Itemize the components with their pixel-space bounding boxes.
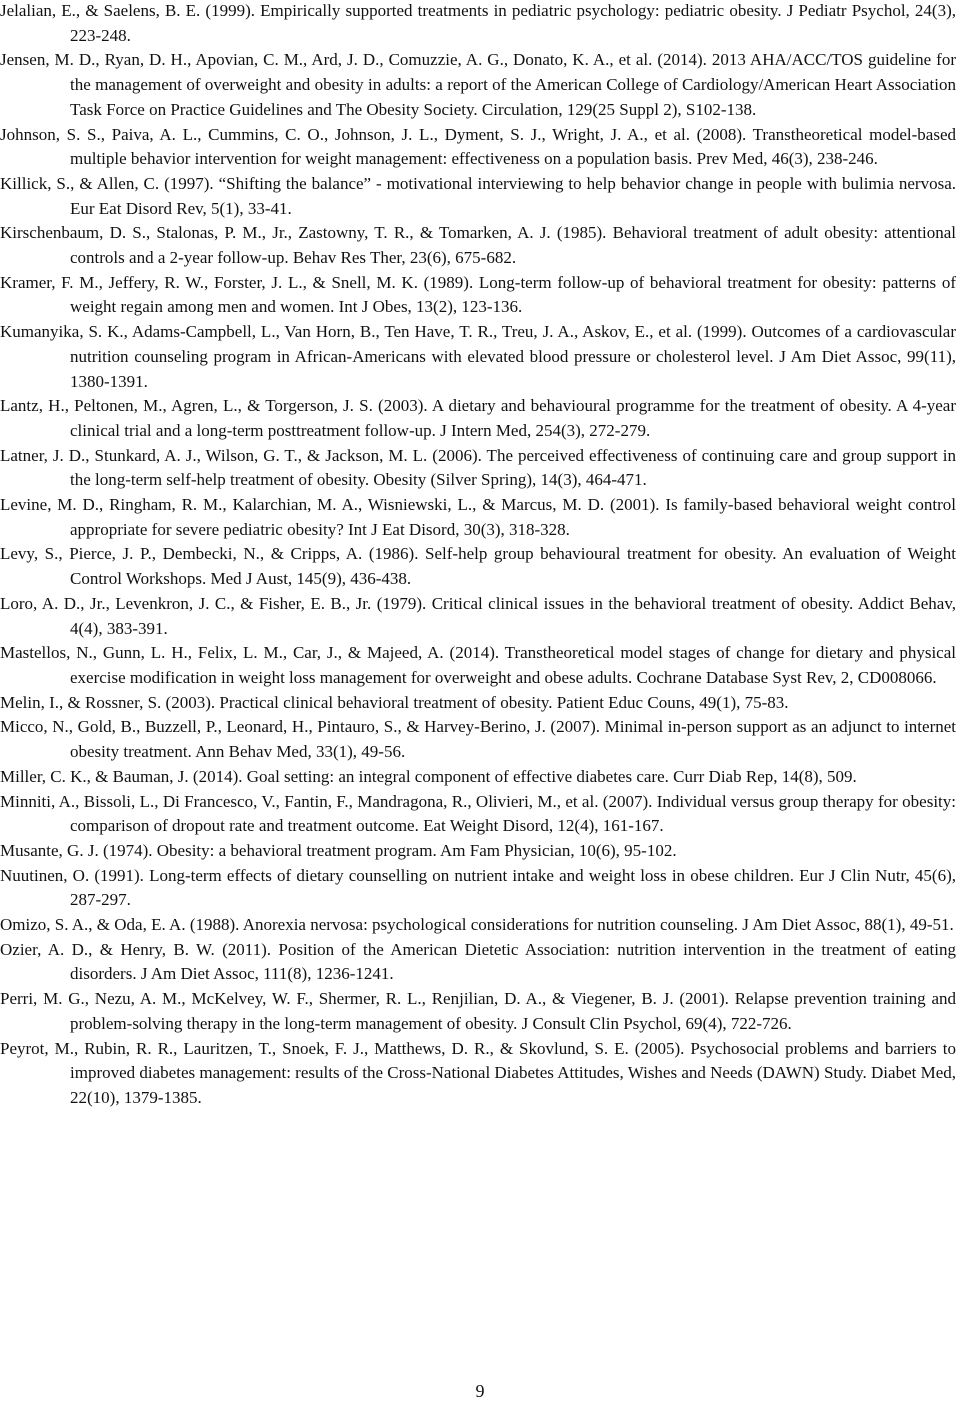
reference-entry: Perri, M. G., Nezu, A. M., McKelvey, W. F., Shermer, R. L., Renjilian, D. A., & Viegener, B. J. (2001). Relapse prevention training and problem-solving therapy in the long-term management of obesity. J Consult Clin Psychol, 69(4), 722-726. (0, 989, 956, 1033)
reference-entry: Miller, C. K., & Bauman, J. (2014). Goal setting: an integral component of effective diabetes care. Curr Diab Rep, 14(8), 509. (0, 766, 857, 786)
reference-entry: Johnson, S. S., Paiva, A. L., Cummins, C. O., Johnson, J. L., Dyment, S. J., Wright, J. A., et al. (2008). Transtheoretical model-based multiple behavior intervention for weight management: effectiveness on a population basis. Prev Med, 46(3), 238-246. (0, 124, 956, 169)
reference-entry: Kumanyika, S. K., Adams-Campbell, L., Van Horn, B., Ten Have, T. R., Treu, J. A., Askov, E., et al. (1999). Outcomes of a cardiovascular nutrition counseling program in African-Americans with elevated blood pressure or cholesterol level. J Am Diet Assoc, 99(11), 1380-1391. (0, 322, 956, 391)
reference-entry: Killick, S., & Allen, C. (1997). “Shifting the balance” - motivational interviewing to help behavior change in people with bulimia nervosa. Eur Eat Disord Rev, 5(1), 33-41. (0, 173, 956, 218)
reference-entry: Peyrot, M., Rubin, R. R., Lauritzen, T., Snoek, F. J., Matthews, D. R., & Skovlund, S. E. (2005). Psychosocial problems and barriers to improved diabetes management: results of the Cross-National Diabetes Attitudes, Wishes and Needs (DAWN) Study. Diabet Med, 22(10), 1379-1385. (0, 1038, 957, 1107)
reference-entry: Levine, M. D., Ringham, R. M., Kalarchian, M. A., Wisniewski, L., & Marcus, M. D. (2001). Is family-based behavioral weight control appropriate for severe pediatric obesity? Int J Eat Disord, 30(3), 318-328. (0, 495, 956, 539)
reference-entry: Omizo, S. A., & Oda, E. A. (1988). Anorexia nervosa: psychological considerations for nutrition counseling. J Am Diet Assoc, 88(1), 49-51. (0, 915, 954, 935)
reference-entry: Kramer, F. M., Jeffery, R. W., Forster, J. L., & Snell, M. K. (1989). Long-term follow-up of behavioral treatment for obesity: patterns of weight regain among men and women. Int J Obes, 13(2), 123-136. (0, 272, 956, 317)
reference-entry: Micco, N., Gold, B., Buzzell, P., Leonard, H., Pintauro, S., & Harvey-Berino, J. (2007). Minimal in-person support as an adjunct to internet obesity treatment. Ann Behav Med, 33(1), 49-56. (0, 717, 956, 762)
reference-entry: Nuutinen, O. (1991). Long-term effects of dietary counselling on nutrient intake and weight loss in obese children. Eur J Clin Nutr, 45(6), 287-297. (0, 865, 956, 910)
reference-entry: Melin, I., & Rossner, S. (2003). Practical clinical behavioral treatment of obesity. Patient Educ Couns, 49(1), 75-83. (0, 692, 789, 712)
reference-entry: Mastellos, N., Gunn, L. H., Felix, L. M., Car, J., & Majeed, A. (2014). Transtheoretical model stages of change for dietary and physical exercise modification in weight loss management for overweight and obese adults. Cochrane Database Syst Rev, 2, CD008066. (0, 643, 956, 687)
reference-entry: Minniti, A., Bissoli, L., Di Francesco, V., Fantin, F., Mandragona, R., Olivieri, M., et al. (2007). Individual versus group therapy for obesity: comparison of dropout rate and treatment outcome. Eat Weight Disord, 12(4), 161-167. (0, 791, 956, 836)
reference-entry: Musante, G. J. (1974). Obesity: a behavioral treatment program. Am Fam Physician, 10(6), 95-102. (0, 840, 677, 860)
reference-entry: Kirschenbaum, D. S., Stalonas, P. M., Jr., Zastowny, T. R., & Tomarken, A. J. (1985). Behavioral treatment of adult obesity: attentional controls and a 2-year follow-up. Behav Res Ther, 23(6), 675-682. (0, 223, 956, 268)
reference-entry: Jensen, M. D., Ryan, D. H., Apovian, C. M., Ard, J. D., Comuzzie, A. G., Donato, K. A., et al. (2014). 2013 AHA/ACC/TOS guideline for the management of overweight and obesity in adults: a report of the American College of Cardiology/American Heart Association Task Force on Practice Guidelines and The Obesity Society. Circulation, 129(25 Suppl 2), S102-138. (0, 50, 956, 119)
reference-entry: Latner, J. D., Stunkard, A. J., Wilson, G. T., & Jackson, M. L. (2006). The perceived effectiveness of continuing care and group support in the long-term self-help treatment of obesity. Obesity (Silver Spring), 14(3), 464-471. (0, 445, 956, 490)
reference-entry: Ozier, A. D., & Henry, B. W. (2011). Position of the American Dietetic Association: nutrition intervention in the treatment of eating disorders. J Am Diet Assoc, 111(8), 1236-1241. (0, 939, 956, 984)
reference-entry: Jelalian, E., & Saelens, B. E. (1999). Empirically supported treatments in pediatric psychology: pediatric obesity. J Pediatr Psychol, 24(3), 223-248. (0, 1, 956, 45)
reference-entry: Loro, A. D., Jr., Levenkron, J. C., & Fisher, E. B., Jr. (1979). Critical clinical issues in the behavioral treatment of obesity. Addict Behav, 4(4), 383-391. (0, 593, 956, 638)
page-number: 9 (475, 1381, 485, 1401)
reference-entry: Lantz, H., Peltonen, M., Agren, L., & Torgerson, J. S. (2003). A dietary and behavioural programme for the treatment of obesity. A 4-year clinical trial and a long-term posttreatment follow-up. J Intern Med, 254(3), 272-279. (0, 396, 956, 440)
reference-entry: Levy, S., Pierce, J. P., Dembecki, N., & Cripps, A. (1986). Self-help group behavioural treatment for obesity. An evaluation of Weight Control Workshops. Med J Aust, 145(9), 436-438. (0, 544, 956, 589)
